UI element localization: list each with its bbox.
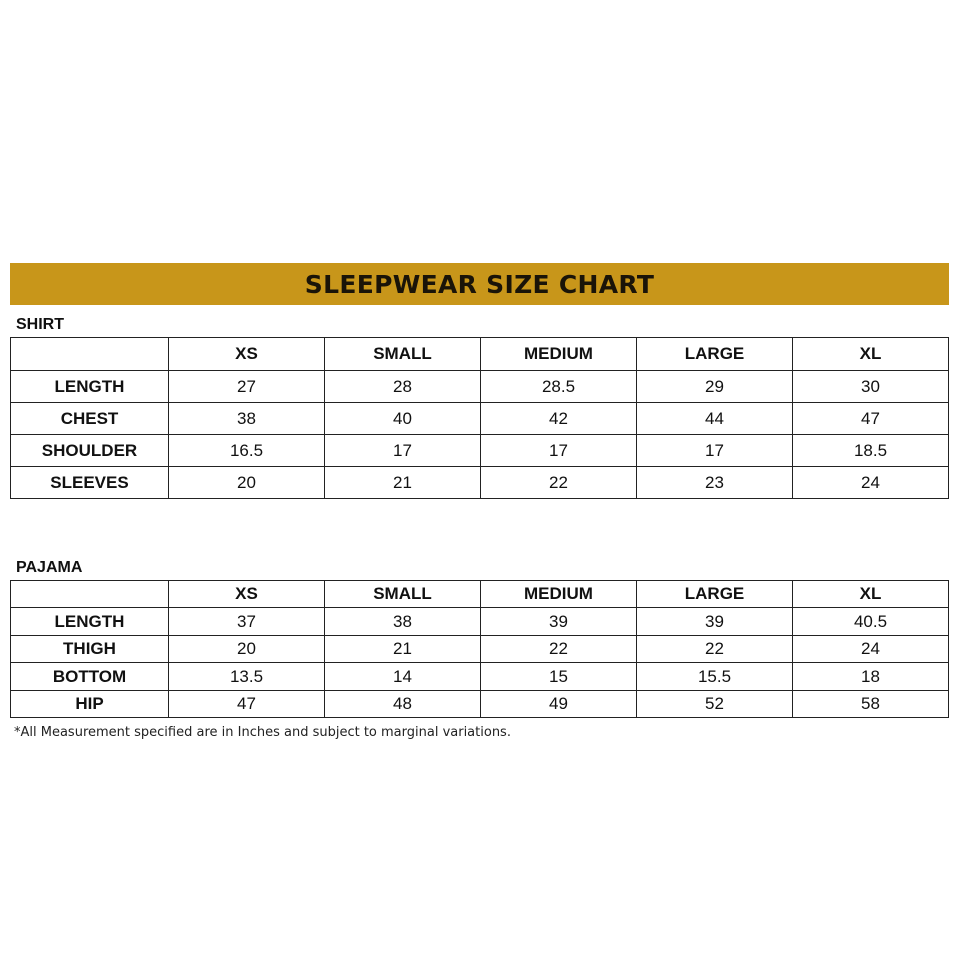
table-cell: 16.5 [169,435,325,467]
table-cell: 29 [637,371,793,403]
header-size-xs: XS [169,581,325,608]
table-cell: 22 [637,636,793,663]
header-size-small: SMALL [325,581,481,608]
header-size-xl: XL [793,338,949,371]
table-cell: 58 [793,691,949,718]
table-cell: 38 [325,608,481,636]
measurement-footnote: *All Measurement specified are in Inches and subject to marginal variations. [14,725,511,740]
table-cell: 23 [637,467,793,499]
table-cell: 28 [325,371,481,403]
table-cell: 37 [169,608,325,636]
shirt-section-label: SHIRT [16,316,64,333]
table-row [11,467,949,499]
row-label: HIP [11,691,169,718]
table-cell: 17 [637,435,793,467]
header-empty-cell [11,338,169,371]
table-cell: 17 [325,435,481,467]
table-row [11,435,949,467]
table-cell: 48 [325,691,481,718]
row-label: CHEST [11,403,169,435]
table-cell: 17 [481,435,637,467]
header-empty-cell [11,581,169,608]
table-row [11,663,949,691]
table-cell: 15 [481,663,637,691]
page-title: SLEEPWEAR SIZE CHART [304,269,655,299]
table-cell: 24 [793,636,949,663]
row-label: THIGH [11,636,169,663]
table-cell: 27 [169,371,325,403]
row-label: LENGTH [11,371,169,403]
table-cell: 42 [481,403,637,435]
title-banner [10,263,949,305]
table-header-row [11,338,949,371]
header-size-large: LARGE [637,338,793,371]
table-cell: 21 [325,636,481,663]
table-cell: 39 [637,608,793,636]
header-size-small: SMALL [325,338,481,371]
table-row [11,691,949,718]
row-label: LENGTH [11,608,169,636]
table-cell: 40 [325,403,481,435]
table-row [11,636,949,663]
shirt-size-table [10,337,949,499]
header-size-medium: MEDIUM [481,581,637,608]
table-cell: 24 [793,467,949,499]
table-cell: 21 [325,467,481,499]
table-cell: 39 [481,608,637,636]
pajama-size-table [10,580,949,718]
pajama-section-label: PAJAMA [16,559,83,576]
table-cell: 47 [793,403,949,435]
table-cell: 22 [481,467,637,499]
table-cell: 13.5 [169,663,325,691]
header-size-large: LARGE [637,581,793,608]
table-cell: 20 [169,467,325,499]
table-cell: 47 [169,691,325,718]
table-cell: 20 [169,636,325,663]
table-cell: 52 [637,691,793,718]
table-header-row [11,581,949,608]
header-size-xl: XL [793,581,949,608]
row-label: SHOULDER [11,435,169,467]
table-cell: 30 [793,371,949,403]
table-row [11,608,949,636]
row-label: BOTTOM [11,663,169,691]
table-cell: 40.5 [793,608,949,636]
table-cell: 49 [481,691,637,718]
header-size-xs: XS [169,338,325,371]
table-cell: 14 [325,663,481,691]
table-cell: 18.5 [793,435,949,467]
table-row [11,371,949,403]
table-cell: 38 [169,403,325,435]
row-label: SLEEVES [11,467,169,499]
table-cell: 22 [481,636,637,663]
table-cell: 15.5 [637,663,793,691]
table-cell: 28.5 [481,371,637,403]
table-row [11,403,949,435]
header-size-medium: MEDIUM [481,338,637,371]
table-cell: 44 [637,403,793,435]
table-cell: 18 [793,663,949,691]
